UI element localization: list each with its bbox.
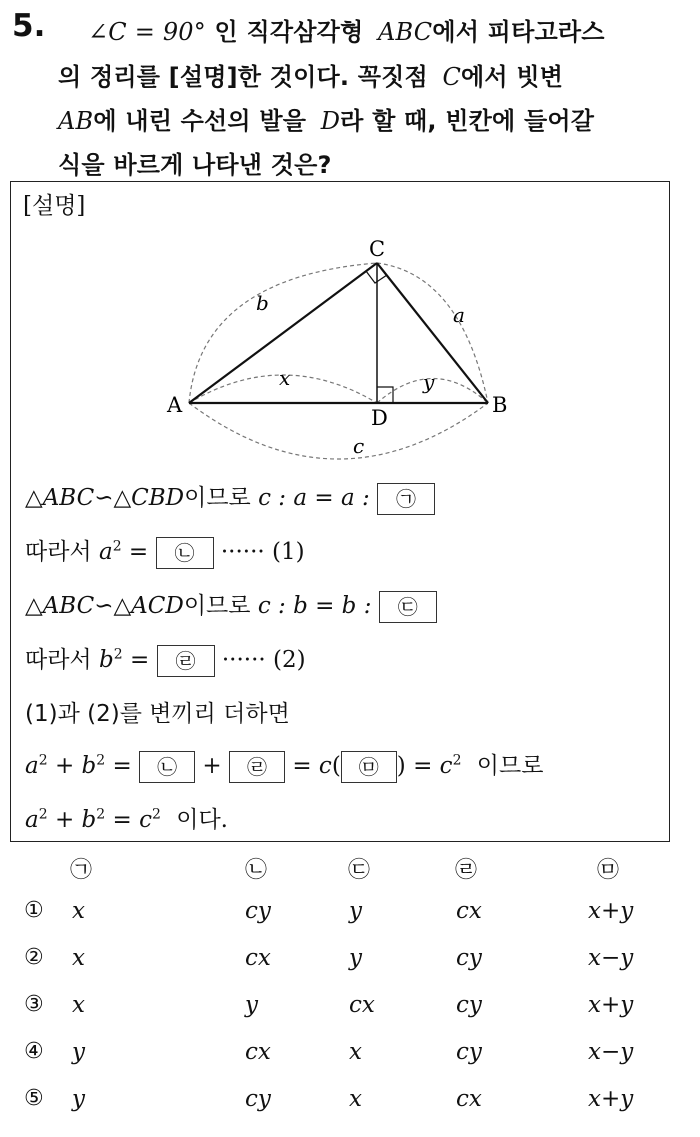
foot-d: D [320,107,341,135]
option-cell: y [349,945,362,971]
option-number: ⑤ [24,1086,44,1111]
blank-5: ㉤ [341,751,397,783]
hypotenuse-ab: AB [58,107,94,135]
explanation-title: [설명] [23,193,86,219]
option-cell: x [72,992,85,1018]
explanation-box [10,181,670,842]
header-blank-2: ㉡ [245,858,268,883]
label-segment-y: y [423,370,435,394]
a-variable: a [98,539,113,565]
option-cell: x [349,1086,362,1112]
answer-option-2[interactable] [0,945,700,985]
square-exponent: 2 [113,646,123,663]
question-line-1 [88,12,605,47]
header-blank-1: ㉠ [70,858,93,883]
label-foot-d: D [371,406,388,430]
blank-2: ㉡ [156,537,214,569]
answer-option-5[interactable] [0,1086,700,1126]
option-cell: x+y [588,992,634,1018]
option-cell: cy [456,1039,482,1065]
option-cell: y [72,1086,85,1112]
option-cell: cy [245,1086,271,1112]
option-cell: x+y [588,898,634,924]
question-text: 에 내린 수선의 발을 [93,107,307,135]
explanation-text: 이므로 [184,485,251,511]
option-cell: y [245,992,258,1018]
header-blank-4: ㉣ [455,858,478,883]
ratio-equation-1: c : a = a : [258,485,370,511]
question-text: 라 할 때, 빈칸에 들어갈 [340,107,595,135]
equation-number-1: ······ (1) [220,539,305,565]
option-cell: cx [349,992,375,1018]
option-cell: cy [245,898,271,924]
blank-3: ㉢ [379,591,437,623]
option-cell: cy [456,945,482,971]
equation-number-2: ······ (2) [221,647,306,673]
question-number: 5. [12,8,46,44]
explanation-line-4 [25,641,306,677]
label-side-a: a [453,303,465,327]
blank-2-repeat: ㉡ [139,751,195,783]
header-blank-3: ㉢ [348,858,371,883]
explanation-line-5: (1)과 (2)를 변끼리 더하면 [25,701,290,727]
ratio-equation-2: c : b = b : [257,593,372,619]
explanation-line-1 [25,479,435,515]
question-text: 인 직각삼각형 [214,18,364,46]
triangle-name: ABC [377,18,433,46]
label-vertex-c: C [369,237,386,261]
option-cell: cx [456,1086,482,1112]
answer-option-1[interactable] [0,898,700,938]
square-exponent: 2 [112,538,122,555]
option-cell: y [72,1039,85,1065]
answer-option-4[interactable] [0,1039,700,1079]
question-text: 에서 피타고라스 [432,18,605,46]
arc-c [189,403,488,459]
option-cell: x [349,1039,362,1065]
equals-sign: = [128,539,149,565]
blank-4: ㉣ [157,645,215,677]
b-variable: b [98,647,114,673]
option-cell: cx [245,1039,271,1065]
label-vertex-a: A [167,393,183,417]
question-text: 에서 빗변 [461,63,564,91]
equals-sign: = [129,647,150,673]
vertex-c: C [442,63,462,91]
question-line-3 [58,101,594,136]
blank-4-repeat: ㉣ [229,751,285,783]
explanation-text: 이므로 [183,593,251,619]
explanation-line-2 [25,533,305,569]
option-cell: x−y [588,945,634,971]
explanation-text: 따라서 [25,539,92,565]
explanation-line-7: $a^2 + b^2 = c^2$ 이다. [25,806,228,833]
answer-option-3[interactable] [0,992,700,1032]
explanation-text: 따라서 [25,647,92,673]
explanation-text: 이므로 [476,753,544,779]
question-line-2 [58,57,563,92]
option-cell: y [349,898,362,924]
option-cell: x−y [588,1039,634,1065]
option-cell: x [72,945,85,971]
label-side-b: b [256,291,269,315]
blank-1: ㉠ [377,483,435,515]
question-line-4: 식을 바르게 나타낸 것은? [58,151,332,179]
triangle-figure [11,182,671,472]
similarity-abc-cbd: △ABC∽△CBD [25,485,185,511]
option-number: ② [24,945,44,970]
label-side-c: c [353,434,365,458]
header-blank-5: ㉤ [597,858,620,883]
question-text: 의 정리를 [설명]한 것이다. 꼭짓점 [58,63,428,91]
option-number: ③ [24,992,44,1017]
angle-condition: ∠C = 90° [88,18,206,46]
option-cell: cy [456,992,482,1018]
option-number: ① [24,898,44,923]
option-number: ④ [24,1039,44,1064]
similarity-abc-acd: △ABC∽△ACD [25,593,184,619]
explanation-line-6: $a^2 + b^2$ = ㉡ + ㉣ = c( ㉤ ) = $c^2$ 이므로 [25,747,543,783]
label-segment-x: x [279,366,291,390]
option-cell: x+y [588,1086,634,1112]
explanation-text: 이다. [176,807,228,833]
option-cell: cx [245,945,271,971]
option-cell: cx [456,898,482,924]
explanation-line-3 [25,587,437,623]
option-cell: x [72,898,85,924]
label-vertex-b: B [492,393,508,417]
